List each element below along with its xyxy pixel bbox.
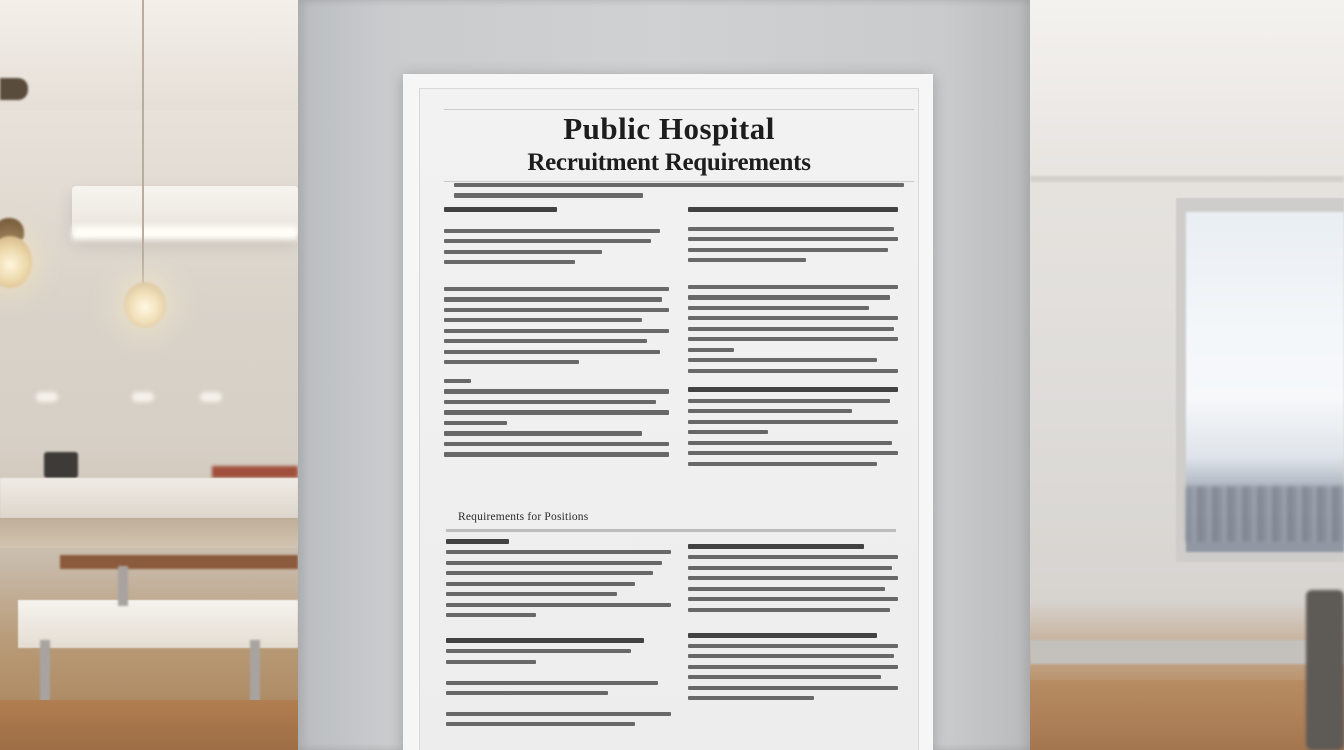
window-skyline — [1186, 486, 1344, 542]
pendant-cord — [142, 0, 144, 290]
pendant-lamp-left — [0, 236, 32, 288]
intro-text — [454, 183, 904, 204]
wall-light-dot — [36, 392, 58, 402]
chair — [1306, 590, 1344, 750]
text-column-bottom-left — [446, 539, 671, 733]
table-leg — [118, 566, 128, 606]
poster-border — [419, 88, 919, 750]
floor — [1030, 680, 1344, 750]
table-band — [60, 555, 298, 569]
baseboard — [1030, 640, 1344, 664]
poster-title: Public Hospital — [563, 111, 775, 146]
light-glow — [72, 226, 298, 240]
section-heading: Requirements for Positions — [458, 511, 589, 523]
counter — [0, 478, 298, 518]
pendant-lamp — [124, 282, 166, 328]
poster-subtitle: Recruitment Requirements — [527, 149, 811, 176]
text-column-top-left — [444, 207, 669, 463]
wall-light-dot — [200, 392, 222, 402]
floor — [0, 700, 298, 750]
ceiling-edge — [1030, 176, 1344, 182]
counter-object-red — [212, 466, 298, 478]
background-room-right — [1030, 0, 1344, 750]
background-room-left — [0, 0, 298, 750]
ceiling-fixture — [0, 78, 28, 100]
counter-shadow — [0, 518, 298, 548]
ceiling — [0, 0, 298, 110]
section-rule — [446, 529, 896, 532]
ceiling — [1030, 0, 1344, 180]
text-column-bottom-right — [688, 544, 898, 707]
wall-light-dot — [132, 392, 154, 402]
poster — [403, 74, 933, 750]
top-rule — [444, 109, 914, 110]
counter-object — [44, 452, 78, 478]
title-rule — [444, 181, 914, 182]
text-column-top-right — [688, 207, 898, 472]
